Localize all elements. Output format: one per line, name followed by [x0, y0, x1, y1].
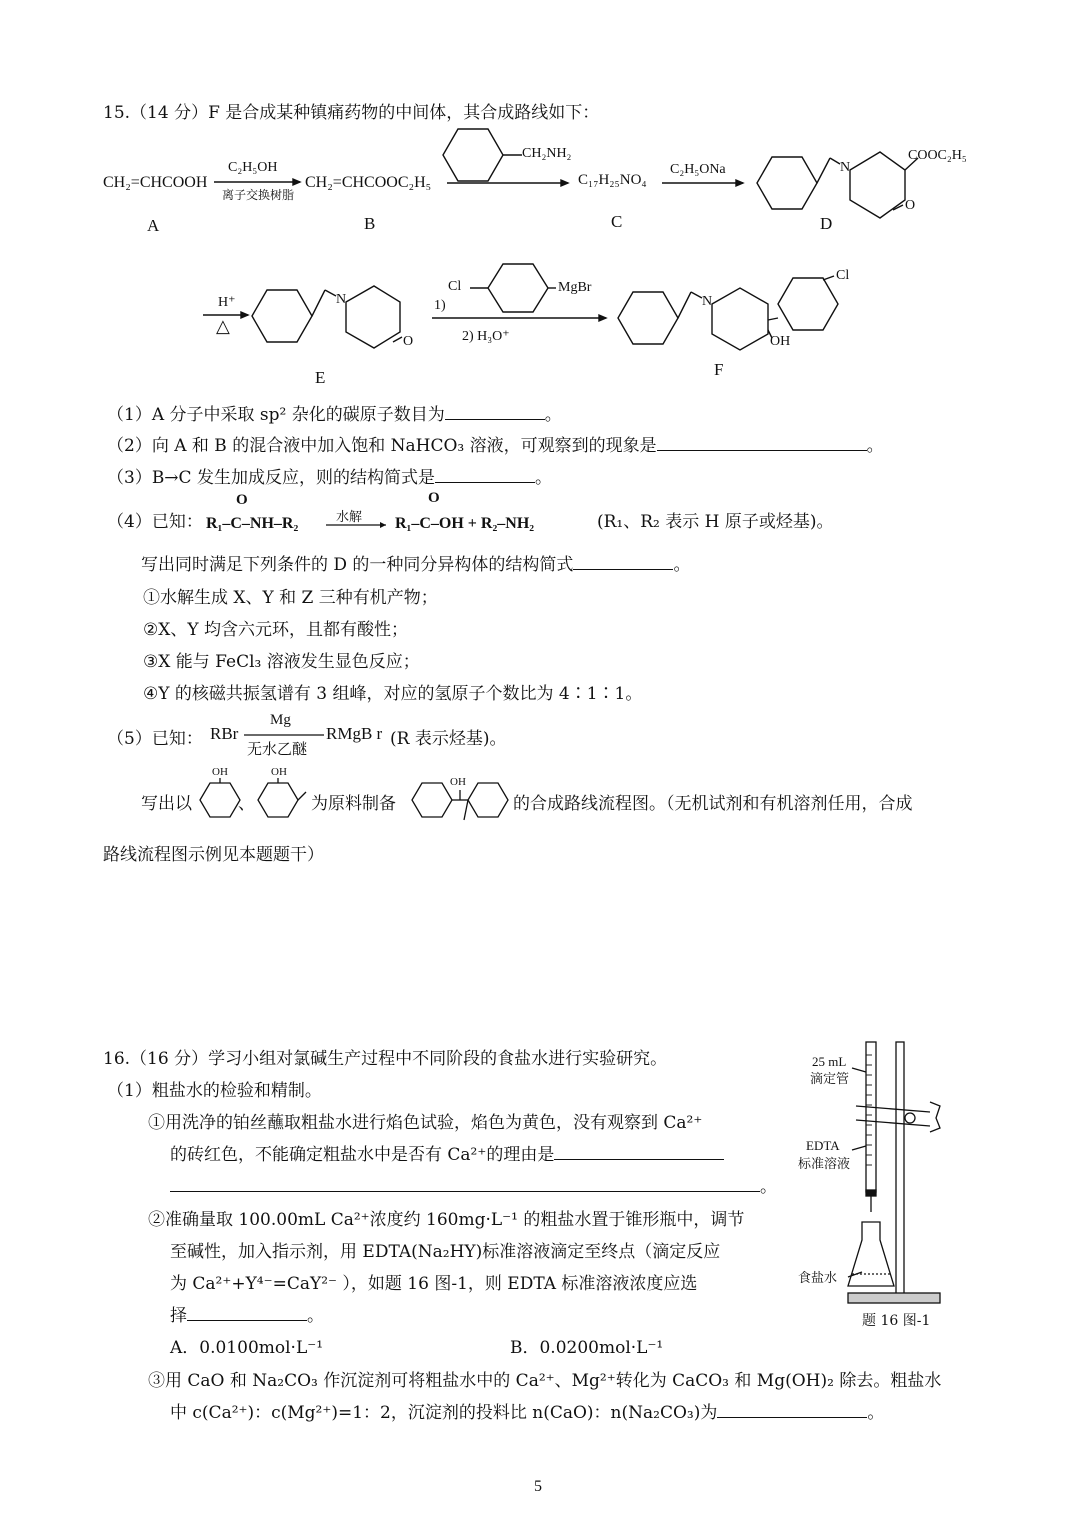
answer-blank-1[interactable] [445, 418, 545, 420]
label-f: F [714, 360, 724, 379]
f-chlorophenyl [778, 278, 838, 330]
step-1: 1) [434, 298, 446, 313]
q15-part4-note: (R₁、R₂ 表示 H 原子或烃基)。 [597, 512, 834, 532]
q5-product: RMgB r [326, 724, 383, 743]
compound-b-formula: CH₂=CHCOOC₂H₅ [305, 174, 432, 191]
q16-s2-line4-text: 择 [170, 1306, 187, 1326]
d-oxo: O [905, 198, 916, 213]
q15-part5-prefix: （5）已知： [107, 729, 203, 749]
q5-mg: Mg [270, 712, 291, 728]
f-nitrogen: N [702, 294, 713, 309]
d-nitrogen: N [840, 160, 851, 175]
arrow4-acid: H⁺ [218, 295, 236, 310]
e-oxo: O [403, 334, 414, 349]
grignard-mgbr: MgBr [558, 280, 592, 295]
q15-part2-text: （2）向 A 和 B 的混合液中加入饱和 NaHCO₃ 溶液，可观察到的现象是 [107, 436, 657, 456]
e-benzene [252, 290, 312, 342]
q16-s2-line4: 择 。 [170, 1306, 324, 1326]
edta-label: EDTA [806, 1138, 840, 1153]
q16-header: 16.（16 分）学习小组对氯碱生产过程中不同阶段的食盐水进行实验研究。 [103, 1049, 668, 1069]
condition-2: ②X、Y 均含六元环，且都有酸性； [143, 620, 408, 640]
answer-blank-5[interactable] [554, 1158, 724, 1160]
page-number: 5 [534, 1478, 542, 1495]
step-2: 2) H₃O⁺ [462, 329, 510, 344]
synthesis-scheme [0, 0, 1080, 400]
q5-rbr: RBr [210, 724, 239, 743]
edta-label-2: 标准溶液 [798, 1157, 851, 1172]
label-c: C [611, 212, 623, 231]
condition-1: ①水解生成 X、Y 和 Z 三种有机产物； [143, 588, 438, 608]
q5-text-b: 为原料制备 [311, 794, 396, 814]
burette-label-name: 滴定管 [810, 1072, 850, 1087]
compound-a-formula: CH₂=CHCOOH [103, 174, 208, 191]
q16-s2-line3: 为 Ca²⁺+Y⁴⁻=CaY²⁻ ），如题 16 图-1，则 EDTA 标准溶液浓度应选 [170, 1274, 698, 1294]
q16-s1-line2 [170, 1140, 724, 1165]
q15-part3: （3）B→C 发生加成反应，则的结构简式是 。 [107, 468, 552, 488]
amide-formula: R₁–C–NH–R₂ [206, 515, 299, 532]
e-nitrogen: N [336, 292, 347, 307]
label-e: E [315, 368, 326, 387]
q16-s3-line1: ③用 CaO 和 Na₂CO₃ 作沉淀剂可将粗盐水中的 Ca²⁺、Mg²⁺转化为 CaCO₃ 和 Mg(OH)₂ 除去。粗盐水 [148, 1371, 942, 1391]
q16-s2-line1: ②准确量取 100.00mL Ca²⁺浓度约 160mg·L⁻¹ 的粗盐水置于锥形瓶中，调节 [148, 1210, 745, 1230]
answer-blank-4[interactable] [573, 568, 673, 570]
answer-blank-6[interactable] [187, 1319, 307, 1321]
label-d: D [820, 214, 833, 233]
amide-carbonyl-o: O [236, 492, 248, 508]
answer-blank-7[interactable] [717, 1416, 867, 1418]
q15-part1-text: （1）A 分子中采取 sp² 杂化的碳原子数目为 [107, 405, 445, 425]
q16-s2-line2: 至碱性，加入指示剂，用 EDTA(Na₂HY)标准溶液滴定至终点（滴定反应 [170, 1242, 721, 1262]
arrow3-reagent: C₂H₅ONa [670, 162, 726, 177]
acid-carbonyl-o: O [428, 490, 440, 506]
q16-s3-line2-text: 中 c(Ca²⁺)：c(Mg²⁺)=1：2，沉淀剂的投料比 n(CaO)：n(Na₂CO₃)为 [170, 1403, 718, 1423]
q5-ether: 无水乙醚 [247, 740, 308, 758]
q15-part3-text: （3）B→C 发生加成反应，则的结构简式是 [107, 468, 435, 488]
product-ring-left [412, 783, 452, 817]
q5-sep: 、 [238, 794, 255, 814]
burette-label-volume: 25 mL [812, 1054, 847, 1069]
grignard-chloro: Cl [448, 279, 462, 294]
arrow1-reagent: C₂H₅OH [228, 160, 278, 175]
q15-part1: （1）A 分子中采取 sp² 杂化的碳原子数目为 。 [107, 405, 562, 425]
q5-text-d: 路线流程图示例见本题题干） [103, 845, 324, 865]
e-piperidine [346, 286, 400, 348]
option-a[interactable]: A．0.0100mol·L⁻¹ [170, 1338, 324, 1358]
answer-blank-2[interactable] [657, 449, 867, 451]
arrow4-heat: △ [216, 316, 230, 336]
q16-s1-line1: ①用洗净的铂丝蘸取粗盐水进行焰色试验，焰色为黄色，没有观察到 Ca²⁺ [148, 1113, 703, 1133]
f-hydroxyl: OH [770, 334, 791, 349]
figure-caption: 题 16 图-1 [862, 1313, 931, 1329]
q15-part2: （2）向 A 和 B 的混合液中加入饱和 NaHCO₃ 溶液，可观察到的现象是 。 [107, 436, 884, 456]
arrow1-catalyst: 离子交换树脂 [222, 188, 295, 202]
label-a: A [147, 216, 160, 235]
flask-label: 食盐水 [798, 1271, 838, 1286]
q16-s1-line3: 。 [170, 1172, 777, 1197]
methylcyclohexanol-ring [258, 783, 298, 817]
condition-4: ④Y 的核磁共振氢谱有 3 组峰，对应的氢原子个数比为 4∶1∶1。 [143, 684, 643, 704]
answer-blank-5-cont[interactable] [170, 1190, 760, 1192]
cyclohexanol-ring [200, 783, 240, 817]
condition-3: ③X 能与 FeCl₃ 溶液发生显色反应； [143, 652, 420, 672]
product-ring-right [468, 783, 508, 817]
oh-label-3: OH [450, 776, 466, 788]
q5-note: (R 表示烃基)。 [390, 729, 507, 749]
oh-label-1: OH [212, 766, 228, 778]
label-b: B [364, 214, 376, 233]
q5-text-a: 写出以 [141, 794, 192, 814]
q5-text-c: 的合成路线流程图。（无机试剂和有机溶剂任用，合成 [513, 794, 913, 814]
d-benzene [757, 157, 817, 209]
oh-label-2: OH [271, 766, 287, 778]
q16-s1-line2-text: 的砖红色，不能确定粗盐水中是否有 Ca²⁺的理由是 [170, 1145, 555, 1165]
benzylamine-group: CH₂NH₂ [522, 146, 572, 161]
benzylamine-ring [443, 129, 503, 181]
answer-blank-3[interactable] [435, 481, 535, 483]
f-chloro: Cl [836, 268, 850, 283]
hydrolysis-label: 水解 [336, 509, 363, 524]
q16-part1: （1）粗盐水的检验和精制。 [107, 1081, 322, 1101]
d-ester-group: COOC₂H₅ [908, 148, 967, 163]
option-b[interactable]: B．0.0200mol·L⁻¹ [510, 1338, 664, 1358]
q16-s3-line2: 中 c(Ca²⁺)：c(Mg²⁺)=1：2，沉淀剂的投料比 n(CaO)：n(Na₂CO₃)为 。 [170, 1403, 885, 1423]
q15-part4-prefix: （4）已知： [107, 512, 203, 532]
acid-amine-formula: R₁–C–OH + R₂–NH₂ [395, 515, 535, 532]
grignard-ring [488, 264, 548, 312]
compound-c-formula: C₁₇H₂₅NO₄ [578, 172, 647, 188]
q15-header: 15.（14 分）F 是合成某种镇痛药物的中间体，其合成路线如下： [103, 103, 600, 123]
f-benzene [618, 292, 678, 344]
q15-part4-task-text: 写出同时满足下列条件的 D 的一种同分异构体的结构简式 [141, 555, 574, 575]
q15-part4-task: 写出同时满足下列条件的 D 的一种同分异构体的结构简式 。 [141, 555, 691, 575]
f-piperidine [712, 288, 768, 350]
